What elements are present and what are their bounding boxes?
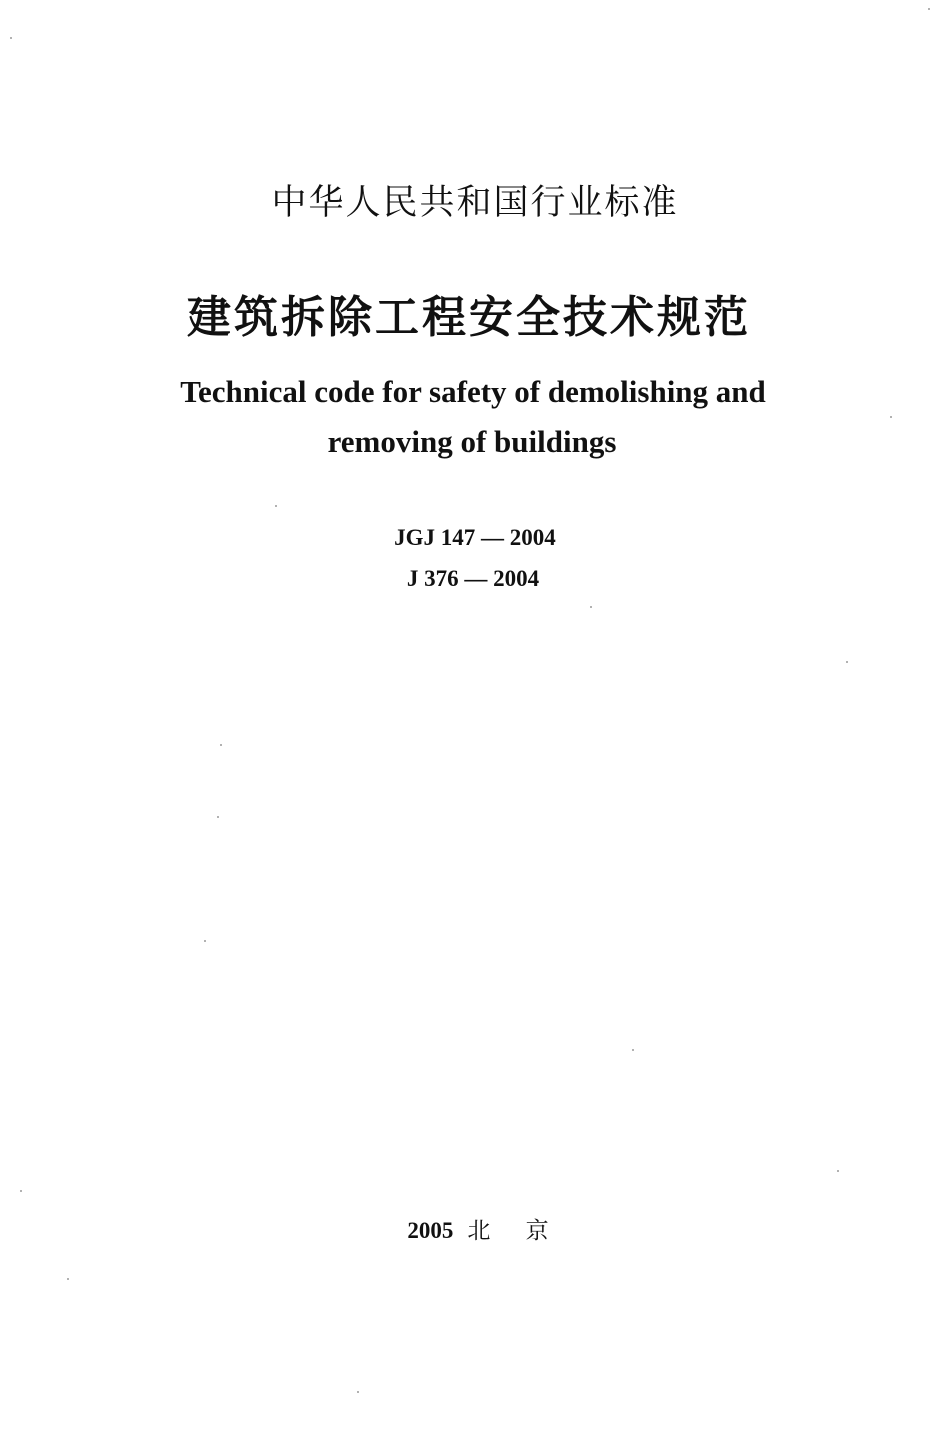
standard-code-j: J 376 — 2004 bbox=[406, 566, 540, 591]
standard-code-jgj: JGJ 147 — 2004 bbox=[394, 525, 556, 550]
scan-speck bbox=[357, 1391, 359, 1393]
scan-speck bbox=[837, 1170, 839, 1172]
imprint-year: 2005 bbox=[407, 1218, 454, 1243]
english-title-line-2: removing of buildings bbox=[327, 424, 617, 459]
scan-speck bbox=[890, 416, 892, 418]
imprint-city: 北 京 bbox=[467, 1218, 563, 1244]
imprint bbox=[10, 1213, 950, 1249]
english-title-line-1: Technical code for safety of demolishing and bbox=[180, 374, 766, 409]
scan-speck bbox=[928, 8, 930, 10]
scan-speck bbox=[590, 606, 592, 608]
scan-speck bbox=[217, 816, 219, 818]
scan-speck bbox=[220, 744, 222, 746]
scan-speck bbox=[67, 1278, 69, 1280]
standard-class-heading: 中华人民共和国行业标准 bbox=[271, 183, 679, 223]
scan-speck bbox=[632, 1049, 634, 1051]
chinese-title: 建筑拆除工程安全技术规范 bbox=[187, 292, 751, 343]
scan-speck bbox=[204, 940, 206, 942]
scan-speck bbox=[10, 37, 12, 39]
scan-speck bbox=[275, 505, 277, 507]
scan-speck bbox=[20, 1190, 22, 1192]
scan-speck bbox=[846, 661, 848, 663]
